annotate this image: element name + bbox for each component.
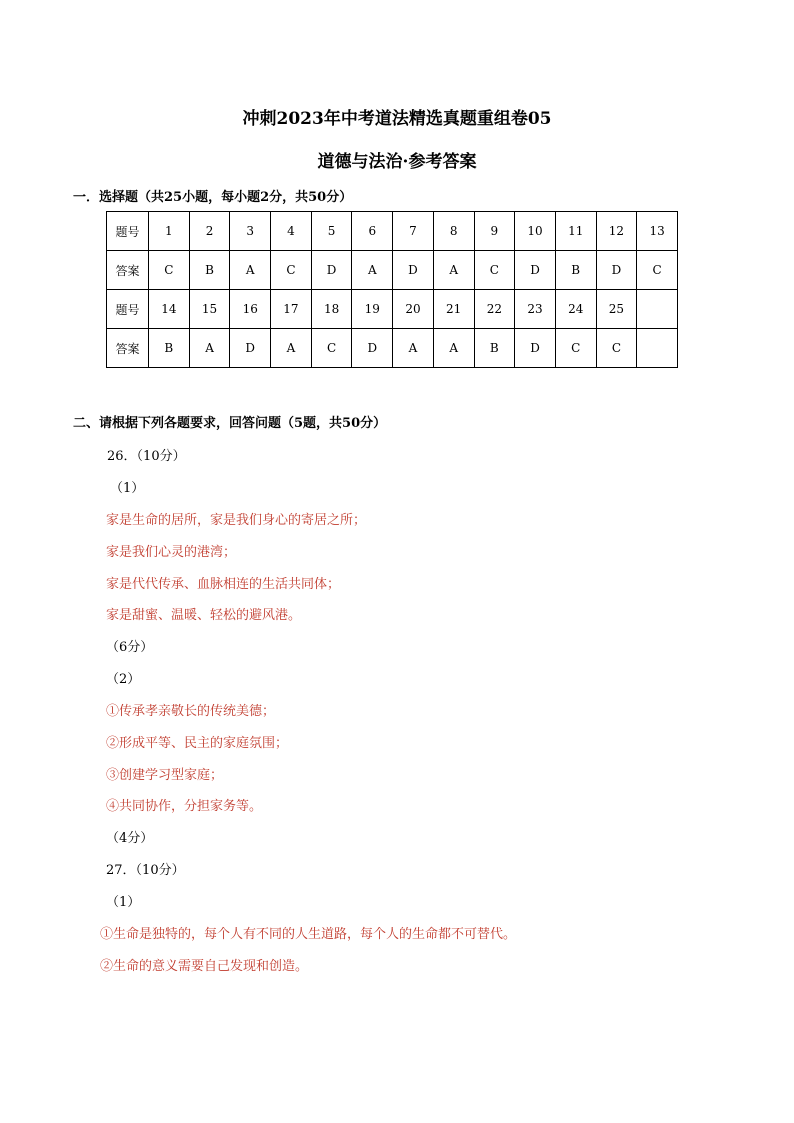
answer-table-cell: 8 (433, 212, 474, 251)
answer-table-cell: 5 (311, 212, 352, 251)
answer-table-cell: 16 (230, 290, 271, 329)
answer-table-cell: A (352, 251, 393, 290)
q27-label: 27．（10分） (106, 863, 185, 878)
q26-part2-line: ②形成平等、民主的家庭氛围； (106, 736, 289, 751)
answer-table-cell: 19 (352, 290, 393, 329)
answer-table-cell: 9 (474, 212, 515, 251)
answer-table-row (107, 329, 678, 368)
answer-table-cell: A (433, 251, 474, 290)
answer-table-cell: 13 (637, 212, 678, 251)
answer-table-cell: D (515, 329, 556, 368)
answer-table-cell: C (596, 329, 637, 368)
answer-table-cell: 20 (393, 290, 434, 329)
answer-table-row-label: 答案 (107, 251, 149, 290)
answer-table-cell: D (393, 251, 434, 290)
answer-table-cell: 7 (393, 212, 434, 251)
q27-part1-line: ①生命是独特的，每个人有不同的人生道路，每个人的生命都不可替代。 (100, 927, 517, 942)
q26-part1-line: 家是我们心灵的港湾； (106, 545, 237, 560)
answer-table-cell: A (271, 329, 312, 368)
answer-table-cell: A (230, 251, 271, 290)
section2-heading: 二、请根据下列各题要求，回答问题（5题，共50分） (73, 416, 387, 431)
answer-table-cell: 1 (149, 212, 190, 251)
q26-part1-line: 家是代代传承、血脉相连的生活共同体； (106, 577, 341, 592)
q26-part2-line: ④共同协作，分担家务等。 (106, 799, 263, 814)
q26-part1-line: 家是甜蜜、温暖、轻松的避风港。 (106, 608, 302, 623)
answer-table-cell: B (555, 251, 596, 290)
answer-table-cell: 15 (189, 290, 230, 329)
q26-label: 26．（10分） (107, 449, 186, 464)
answer-table-cell: 3 (230, 212, 271, 251)
q27-part1-label: （1） (106, 895, 141, 910)
q26-part2-line: ①传承孝亲敬长的传统美德； (106, 704, 276, 719)
answer-table-cell: 25 (596, 290, 637, 329)
answer-table-cell: 17 (271, 290, 312, 329)
answer-table-row-label: 题号 (107, 290, 149, 329)
answer-table-cell: C (271, 251, 312, 290)
answer-table-cell: C (474, 251, 515, 290)
answer-table-cell: C (637, 251, 678, 290)
answer-table-row-label: 题号 (107, 212, 149, 251)
answer-table-row (107, 290, 678, 329)
answer-table-cell: D (515, 251, 556, 290)
answer-table-cell: 10 (515, 212, 556, 251)
answer-table-cell: C (149, 251, 190, 290)
answer-table-cell: A (189, 329, 230, 368)
answer-table-cell (637, 290, 678, 329)
q26-part1-label: （1） (110, 481, 145, 496)
answer-table-cell: 11 (555, 212, 596, 251)
answer-table-row-label: 答案 (107, 329, 149, 368)
answer-table-cell: D (596, 251, 637, 290)
answer-table-cell: A (433, 329, 474, 368)
answer-table-cell: 2 (189, 212, 230, 251)
answer-table-cell: 14 (149, 290, 190, 329)
answer-table-cell: D (352, 329, 393, 368)
answer-table-cell: C (555, 329, 596, 368)
q26-part2-label: （2） (106, 672, 141, 687)
answer-table-cell: B (474, 329, 515, 368)
answer-table-cell: 21 (433, 290, 474, 329)
answer-table-cell: 6 (352, 212, 393, 251)
q26-part2-line: ③创建学习型家庭； (106, 768, 224, 783)
answer-table-cell: 22 (474, 290, 515, 329)
answer-table-cell: 12 (596, 212, 637, 251)
answer-table-cell: C (311, 329, 352, 368)
answer-table-cell (637, 329, 678, 368)
section1-heading: 一．选择题（共25小题，每小题2分，共50分） (73, 190, 353, 205)
q27-part1-line: ②生命的意义需要自己发现和创造。 (100, 959, 309, 974)
answer-table-cell: D (311, 251, 352, 290)
answer-table-cell: B (189, 251, 230, 290)
answer-table-cell: D (230, 329, 271, 368)
doc-subtitle: 道德与法治·参考答案 (317, 152, 477, 172)
answer-table-cell: 24 (555, 290, 596, 329)
answer-table-cell: 4 (271, 212, 312, 251)
answer-table-cell: A (393, 329, 434, 368)
answer-table-cell: B (149, 329, 190, 368)
q26-part1-line: 家是生命的居所，家是我们身心的寄居之所； (106, 513, 367, 528)
doc-title: 冲刺2023年中考道法精选真题重组卷05 (242, 109, 552, 129)
q26-part1-score: （6分） (106, 640, 154, 655)
answer-table-cell: 23 (515, 290, 556, 329)
q26-part2-score: （4分） (106, 831, 154, 846)
answer-table (106, 211, 678, 368)
answer-table-row (107, 251, 678, 290)
answer-table-row (107, 212, 678, 251)
answer-table-cell: 18 (311, 290, 352, 329)
